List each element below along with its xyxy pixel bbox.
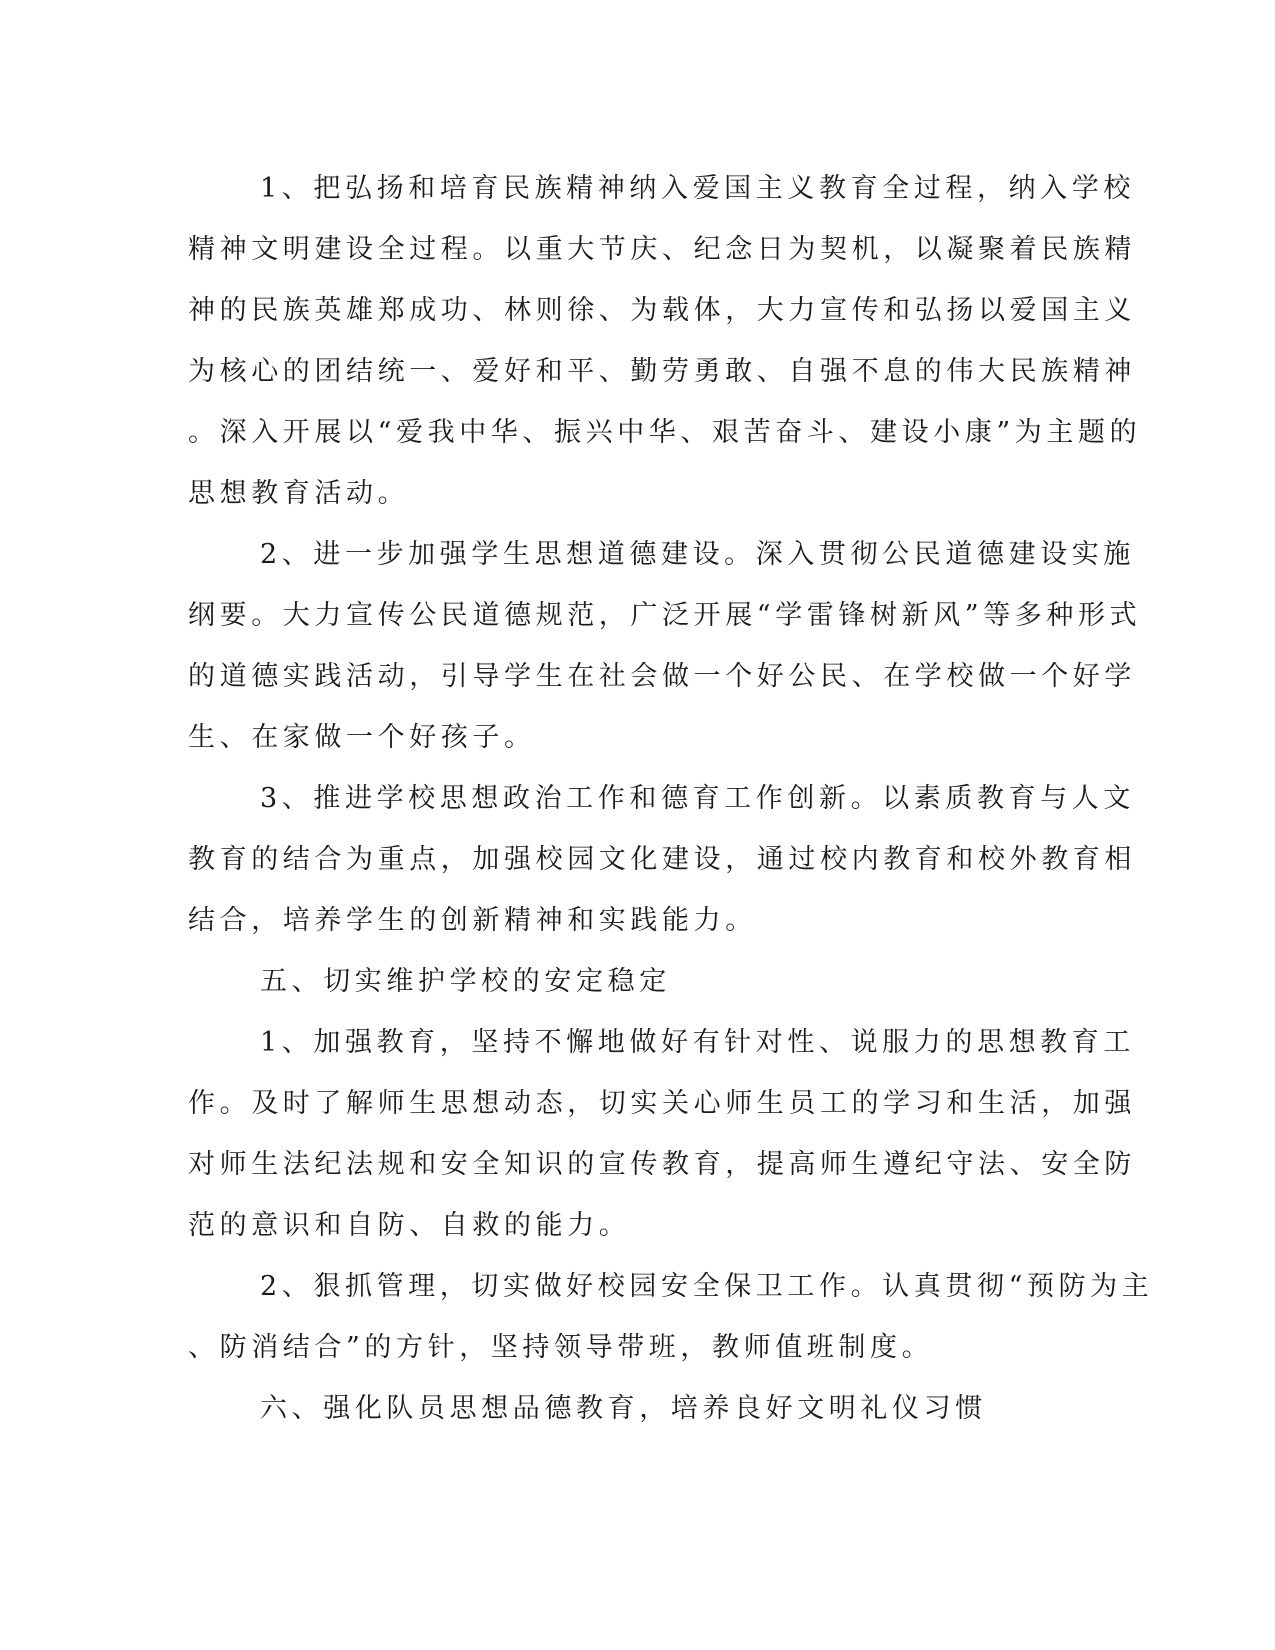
text-line: 2、进一步加强学生思想道德建设。深入贯彻公民道德建设实施 <box>260 539 1135 570</box>
text-line: 。深入开展以“爱我中华、振兴中华、艰苦奋斗、建设小康”为主题的 <box>188 417 1142 448</box>
text-line: 1、把弘扬和培育民族精神纳入爱国主义教育全过程，纳入学校 <box>260 173 1135 204</box>
text-line: 结合，培养学生的创新精神和实践能力。 <box>188 905 757 936</box>
section-heading: 六、强化队员思想品德教育，培养良好文明礼仪习惯 <box>260 1393 987 1424</box>
text-line: 3、推进学校思想政治工作和德育工作创新。以素质教育与人文 <box>260 783 1135 814</box>
text-line: 教育的结合为重点，加强校园文化建设，通过校内教育和校外教育相 <box>188 844 1136 875</box>
document-body <box>188 158 1154 1439</box>
text-line: 1、加强教育，坚持不懈地做好有针对性、说服力的思想教育工 <box>260 1027 1135 1058</box>
text-line: 2、狠抓管理，切实做好校园安全保卫工作。认真贯彻“预防为主 <box>260 1271 1154 1302</box>
text-line: 范的意识和自防、自救的能力。 <box>188 1210 631 1241</box>
text-line: 的道德实践活动，引导学生在社会做一个好公民、在学校做一个好学 <box>188 661 1136 692</box>
text-line: 神的民族英雄郑成功、林则徐、为载体，大力宣传和弘扬以爱国主义 <box>188 295 1136 326</box>
text-line: 对师生法纪法规和安全知识的宣传教育，提高师生遵纪守法、安全防 <box>188 1149 1136 1180</box>
text-line: 精神文明建设全过程。以重大节庆、纪念日为契机，以凝聚着民族精 <box>188 234 1136 265</box>
text-line: 思想教育活动。 <box>188 478 410 509</box>
section-heading: 五、切实维护学校的安定稳定 <box>260 966 671 997</box>
text-line: 作。及时了解师生思想动态，切实关心师生员工的学习和生活，加强 <box>188 1088 1136 1119</box>
text-line: 为核心的团结统一、爱好和平、勤劳勇敢、自强不息的伟大民族精神 <box>188 356 1136 387</box>
text-line: 纲要。大力宣传公民道德规范，广泛开展“学雷锋树新风”等多种形式 <box>188 600 1142 631</box>
text-line: 、防消结合”的方针，坚持领导带班，教师值班制度。 <box>188 1332 934 1363</box>
text-line: 生、在家做一个好孩子。 <box>188 722 536 753</box>
